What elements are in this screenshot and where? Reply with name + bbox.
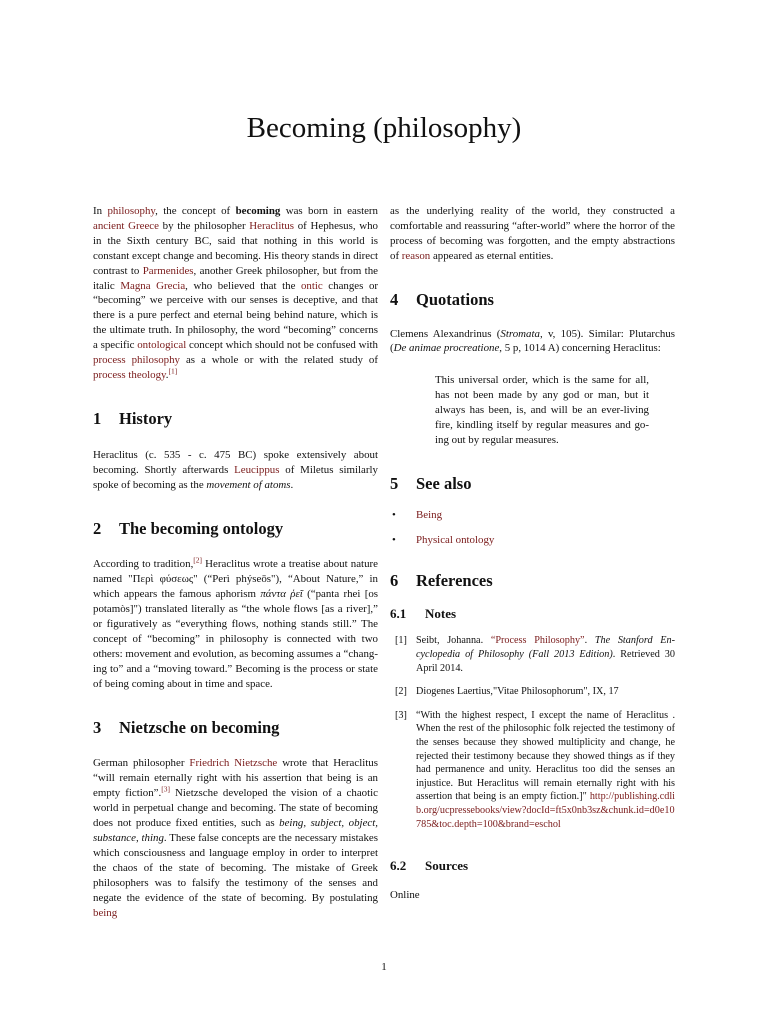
link-magna-grecia[interactable]: Magna Grecia [120,279,186,292]
link-see-also-physical-ontology[interactable]: Physical ontology [416,533,495,546]
link-ancient-greece[interactable]: ancient Greece [93,219,159,232]
subsection-heading-sources: 6.2 Sources [390,858,469,874]
history-paragraph: Heraclitus (c. 535 - c. 475 BC) spoke extensively about becoming. Shortly afterwards Leucippus of Miletus similarly spoke of becoming as the movement of atoms. [93,448,378,491]
link-philosophy[interactable]: philosophy [107,205,156,217]
intro-paragraph: In philosophy, the concept of becoming was born in eastern ancient Greece by the philosopher Heraclitus of Hephesus, who in the Sixth century BC, said that nothing in this world is constant except change and becoming. His theory stands in direct contrast to Parmenides, another Greek philosopher, but from the italic Magna Grecia, who believed that the ontic changes or “becoming” we perceive with our senses is deceptive, and that there is a pure perfect and eternal being behind nature, which is the ultimate truth. In philosophy, the word “becoming” concerns a specific ontological concept which should not be confused with process philosophy as a whole or with the related study of process theology.[1] [93,205,379,381]
link-reason[interactable]: reason [401,249,431,262]
link-friedrich-nietzsche[interactable]: Friedrich Nietzsche [189,757,278,770]
page-title: Becoming (philosophy) [246,112,522,144]
bullet-icon: • [392,533,396,546]
citation-1[interactable]: [1] [168,366,178,376]
citation-3[interactable]: [3] [161,784,170,794]
reference-note-3: [3] “With the highest respect, I except the name of Heraclitus . When the rest of the philosophic folk rejected the testimony of the senses because they showed multiplicity and change, he rejected their testimony because they showed things as if they had permanence and unity. Heraclitus too did the senses an injustice. But Heraclitus will remain eternally right with his assertion that being is an empty fiction.]" http://publishing.cdlib.org/ucpressebooks/view?docId=ft5x0nb3sz&chunk.id=d0e10785&toc.depth=100&brand=eschol [395,709,675,830]
link-leucippus[interactable]: Leucippus [234,463,280,476]
citation-2[interactable]: [2] [193,555,203,565]
quotation-block: This universal order, which is the same for all, has not been made by any god or man, but it always has been, is, and will be an ever-living fire, kindling itself by regular measures and going out by regular measures. [435,374,649,446]
section-heading-history: 1 History [93,408,173,428]
link-being[interactable]: being [93,906,118,919]
left-column [93,204,378,920]
link-cdlib-url[interactable]: http://publishing.cdlib.org/ucpressebooks/view?docId=ft5x0nb3sz&chunk.id=d0e10785&toc.depth=100&brand=eschol [416,791,675,830]
section-heading-see-also: 5 See also [390,473,472,493]
term-becoming: becoming [235,205,281,217]
nietzsche-paragraph-start: German philosopher Friedrich Nietzsche wrote that Heraclitus “will remain eternally right with his assertion that being is an empty fiction”.[3] Nietzsche developed the vision of a chaotic world in perpetual change and becoming. The state of becoming does not produce fixed entities, such as being, subject, object, substance, thing. These false concepts are the necessary mistakes which consciousness and language employ in order to interpret the chaos of the state of becoming. The mistake of Greek philosophers was to falsify the testimony of the senses and negate the evidence of the state of becoming. By postulating being [93,757,378,919]
reference-note-2: [2] Diogenes Laertius,"Vitae Philosophorum", IX, 17 [395,686,619,698]
link-heraclitus[interactable]: Heraclitus [249,219,295,232]
link-see-also-being[interactable]: Being [416,508,443,521]
section-heading-references: 6 References [390,570,493,590]
section-heading-nietzsche: 3 Nietzsche on becoming [93,717,280,737]
link-ontological[interactable]: ontological [137,339,187,352]
link-parmenides[interactable]: Parmenides [142,264,194,277]
section-heading-quotations: 4 Quotations [390,289,494,309]
list-item [390,508,675,523]
link-process-philosophy-ref[interactable]: “Process Philosophy” [490,635,585,647]
page-number: 1 [381,961,387,973]
link-ontic[interactable]: ontic [300,279,323,292]
link-process-theology[interactable]: process theology [93,368,166,381]
list-item [390,533,675,548]
section-heading-ontology: 2 The becoming ontology [93,518,284,538]
right-column [390,204,675,903]
nietzsche-paragraph-end: as the underlying reality of the world, they constructed a comfortable and reassuring “after-world” where the horror of the process of becoming was forgotten, and the empty abstractions of reason appeared as eternal entities. [390,205,675,262]
subsection-heading-notes: 6.1 Notes [390,605,457,621]
link-process-philosophy[interactable]: process philosophy [93,354,181,367]
bullet-icon: • [392,508,396,521]
see-also-list [390,508,675,548]
ontology-paragraph: According to tradition,[2] Heraclitus wrote a treatise about nature named "Περὶ φύσεως" (“Perì phýseōs"), “About Nature,” in which appears the famous aphorism πάντα ῥεῖ (“panta rhei [os potamòs]") translated literally as “the whole flows [as a river],” or figuratively as “everything flows, nothing stands still.” The concept of “becoming” in philosophy is connected with two others: movement and evolution, as becoming assumes a “changing to” and a “moving toward.” Becoming is the process or state of being coming about in time and space. [93,555,379,690]
sources-text: Online [390,889,420,902]
quotations-paragraph: Clemens Alexandrinus (Stromata, v, 105). Similar: Plutarchus (De animae procreatione, 5 p, 1014 A) concerning Heraclitus: [390,327,676,355]
reference-note-1: [1] Seibt, Johanna. “Process Philosophy”. The Stanford Encyclopedia of Philosophy (Fall 2013 Edition). Retrieved 30 April 2014. [395,635,675,674]
